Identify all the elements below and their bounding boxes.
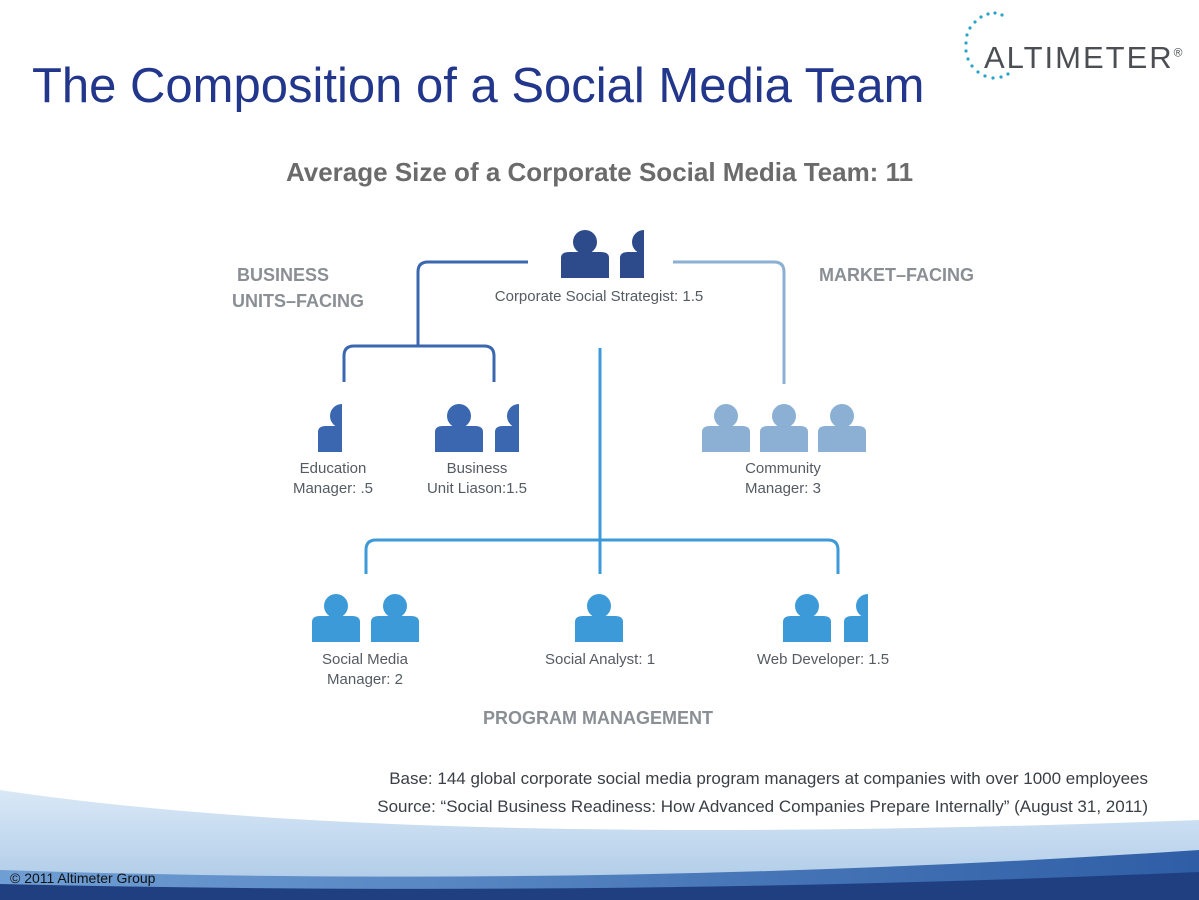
social-media-manager-people-icon bbox=[312, 594, 419, 642]
base-note: Base: 144 global corporate social media program managers at companies with over 1000 employees bbox=[389, 769, 1148, 788]
business-liaison-label: Business Unit Liason:1.5 bbox=[426, 460, 528, 497]
chart-subtitle: Average Size of a Corporate Social Media Team: 11 bbox=[285, 157, 914, 187]
business-units-category-label: BUSINESS UNITS–FACING bbox=[231, 265, 364, 311]
logo-wordmark: ALTIMETER® bbox=[984, 40, 1185, 75]
market-connector bbox=[673, 262, 784, 384]
source-note: Source: “Social Business Readiness: How Advanced Companies Prepare Internally” (August 31, 2011) bbox=[377, 797, 1148, 816]
education-manager-person-icon bbox=[318, 404, 366, 452]
social-analyst-label: Social Analyst: 1 bbox=[544, 651, 656, 668]
strategist-people-icon bbox=[561, 230, 668, 278]
copyright: © 2011 Altimeter Group bbox=[10, 870, 156, 886]
business-liaison-people-icon bbox=[435, 404, 543, 452]
education-manager-label: Education Manager: .5 bbox=[292, 460, 374, 497]
market-facing-category-label: MARKET–FACING bbox=[819, 265, 975, 285]
web-developer-people-icon bbox=[783, 594, 892, 642]
community-manager-people-icon bbox=[702, 404, 866, 452]
social-analyst-person-icon bbox=[575, 594, 623, 642]
strategist-label: Corporate Social Strategist: 1.5 bbox=[494, 288, 704, 305]
social-media-manager-label: Social Media Manager: 2 bbox=[322, 651, 408, 688]
web-developer-label: Web Developer: 1.5 bbox=[756, 651, 890, 668]
community-manager-label: Community Manager: 3 bbox=[745, 460, 821, 497]
page-title: The Composition of a Social Media Team bbox=[32, 59, 925, 113]
program-management-category-label: PROGRAM MANAGEMENT bbox=[483, 708, 713, 728]
business-units-connector bbox=[344, 262, 528, 382]
